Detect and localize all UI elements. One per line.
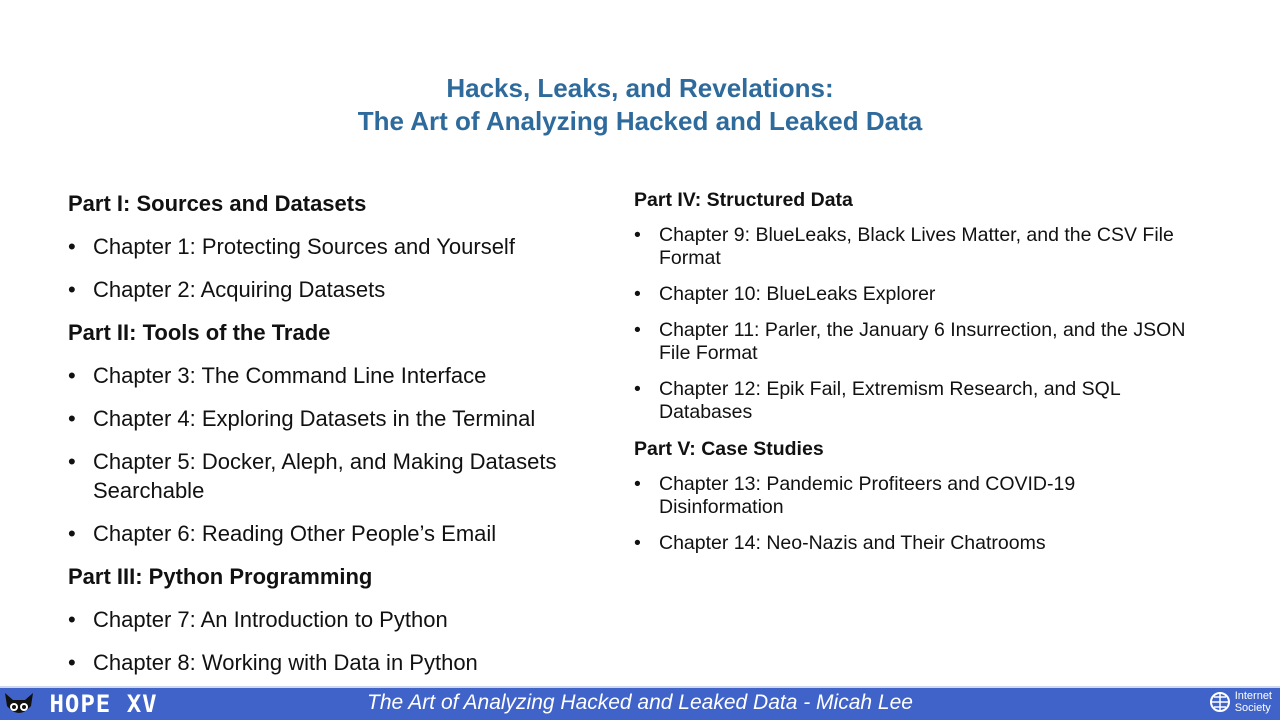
bullet-icon: •: [68, 277, 76, 302]
bullet-icon: •: [68, 406, 76, 431]
chapter-list-item: [68, 232, 618, 261]
chapter-title: Chapter 14: Neo-Nazis and Their Chatrooms: [659, 532, 1046, 554]
chapter-list-item: [68, 404, 618, 433]
chapter-title: Chapter 3: The Command Line Interface: [93, 363, 487, 388]
right-column: [634, 188, 1204, 568]
bullet-icon: •: [634, 283, 641, 305]
title-line-1: Hacks, Leaks, and Revelations:: [446, 73, 834, 103]
chapter-list-item: [68, 648, 618, 677]
bullet-icon: •: [68, 449, 76, 474]
bullet-icon: •: [634, 319, 641, 341]
chapter-title: Chapter 11: Parler, the January 6 Insurrection, and the JSON File Format: [659, 319, 1186, 364]
chapter-title: Chapter 2: Acquiring Datasets: [93, 277, 386, 302]
bullet-icon: •: [68, 363, 76, 388]
chapter-list-item: [634, 532, 1204, 555]
globe-icon: [1209, 691, 1231, 713]
chapter-title: Chapter 6: Reading Other People’s Email: [93, 521, 497, 546]
isoc-line-1: Internet: [1234, 690, 1272, 702]
left-column: [68, 189, 618, 691]
bullet-icon: •: [68, 521, 76, 546]
slide-title: [0, 72, 1280, 138]
title-line-2: The Art of Analyzing Hacked and Leaked Data: [357, 106, 923, 136]
chapter-title: Chapter 8: Working with Data in Python: [93, 650, 478, 675]
chapter-list-item: [68, 519, 618, 548]
part-heading: Part I: Sources and Datasets: [68, 191, 367, 216]
hope-xv-logo-text: HOPE XV: [49, 690, 158, 718]
chapter-title: Chapter 7: An Introduction to Python: [93, 607, 448, 632]
bullet-icon: •: [634, 473, 641, 495]
chapter-title: Chapter 13: Pandemic Profiteers and COVID-19 Disinformation: [659, 473, 1076, 518]
chapter-list-item: [68, 447, 618, 505]
chapter-list-item: [634, 473, 1204, 519]
chapter-title: Chapter 9: BlueLeaks, Black Lives Matter, and the CSV File Format: [659, 224, 1174, 269]
part-heading: Part V: Case Studies: [634, 438, 824, 460]
internet-society-logo: [1209, 690, 1272, 714]
footer-bar: [0, 686, 1280, 720]
bullet-icon: •: [634, 378, 641, 400]
bullet-icon: •: [68, 650, 76, 675]
part-heading: Part IV: Structured Data: [634, 189, 853, 211]
chapter-title: Chapter 5: Docker, Aleph, and Making Datasets Searchable: [93, 449, 557, 503]
chapter-title: Chapter 10: BlueLeaks Explorer: [659, 283, 936, 305]
chapter-list-item: [68, 605, 618, 634]
chapter-list-item: [68, 361, 618, 390]
chapter-title: Chapter 12: Epik Fail, Extremism Research, and SQL Databases: [659, 378, 1120, 423]
chapter-title: Chapter 4: Exploring Datasets in the Terminal: [93, 406, 536, 431]
chapter-list-item: [634, 224, 1204, 270]
bullet-icon: •: [634, 532, 641, 554]
chapter-list-item: [634, 283, 1204, 306]
isoc-line-2: Society: [1234, 702, 1271, 714]
part-heading: Part III: Python Programming: [68, 564, 373, 589]
chapter-title: Chapter 1: Protecting Sources and Yourself: [93, 234, 515, 259]
bullet-icon: •: [634, 224, 641, 246]
chapter-list-item: [634, 378, 1204, 424]
chapter-list-item: [68, 275, 618, 304]
chapter-list-item: [634, 319, 1204, 365]
bullet-icon: •: [68, 607, 76, 632]
footer-text: The Art of Analyzing Hacked and Leaked Data - Micah Lee: [367, 691, 913, 714]
bullet-icon: •: [68, 234, 76, 259]
part-heading: Part II: Tools of the Trade: [68, 320, 331, 345]
